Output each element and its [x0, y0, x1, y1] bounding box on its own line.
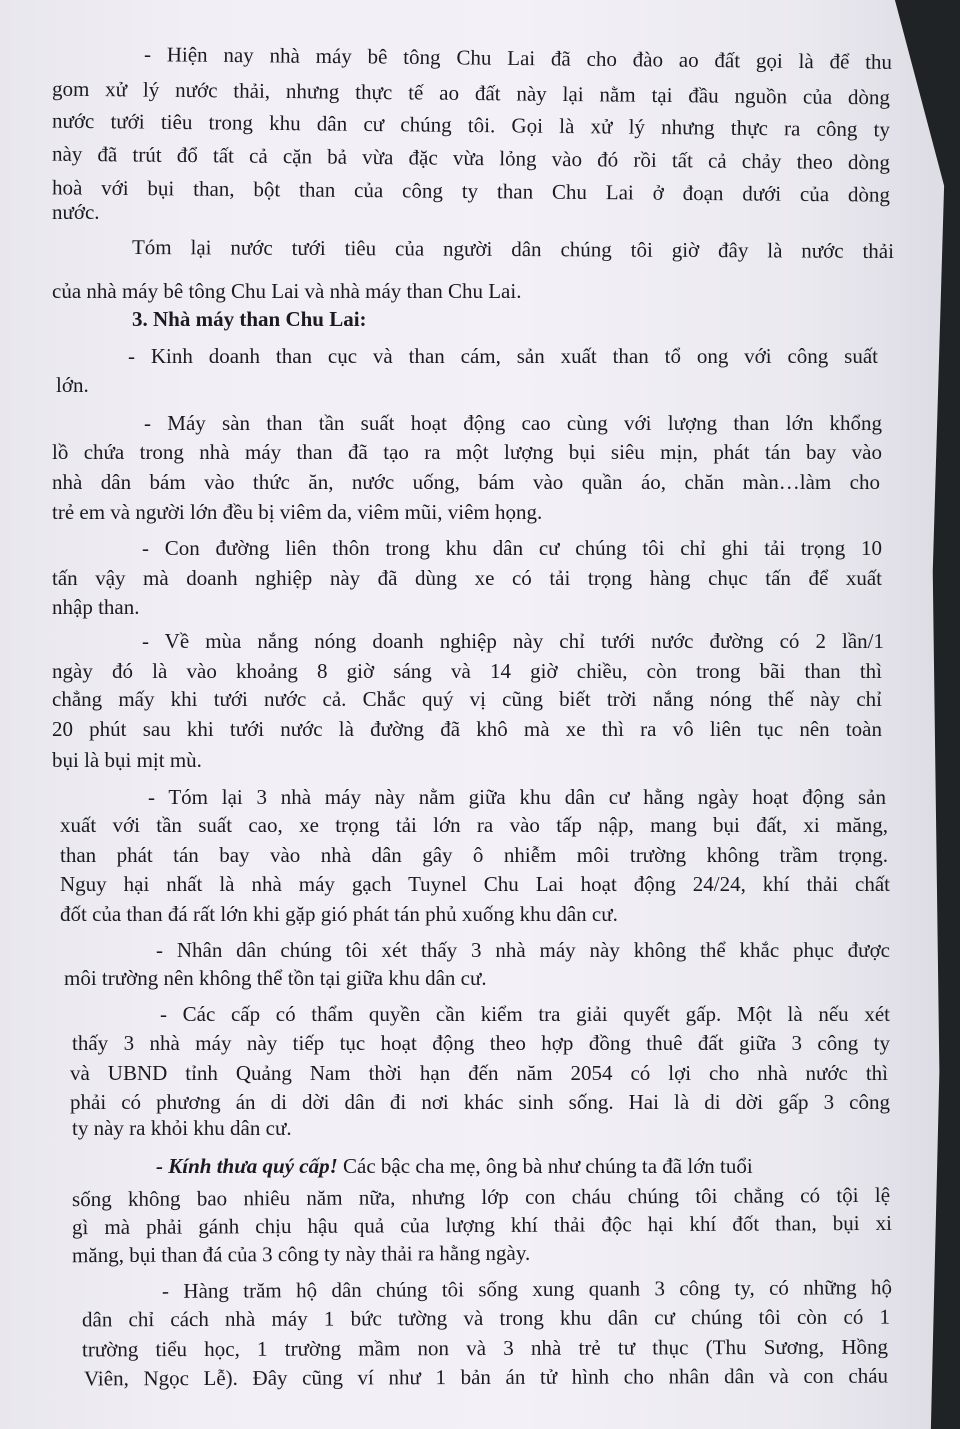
text-line-rest: Các bậc cha mẹ, ông bà như chúng ta đã lớn tuổi [337, 1154, 753, 1178]
text-line: tấn vậy mà doanh nghiệp này đã dùng xe có tải trọng hàng chục tấn để xuất [52, 566, 882, 590]
text-line: nhà dân bám vào thức ăn, nước uống, bám vào quần áo, chăn màn…làm cho [52, 470, 880, 494]
text-line: Tóm lại nước tưới tiêu của người dân chúng tôi giờ đây là nước thải [131, 235, 895, 263]
text-line: của nhà máy bê tông Chu Lai và nhà máy than Chu Lai. [52, 279, 522, 303]
text-line: gom xử lý nước thải, nhưng thực tế ao đất này lại nằm tại đầu nguồn của dòng [51, 76, 891, 110]
text-line: - Về mùa nắng nóng doanh nghiệp này chỉ tưới nước đường có 2 lần/1 [142, 629, 884, 653]
text-line: - Con đường liên thôn trong khu dân cư chúng tôi chỉ ghi tải trọng 10 [142, 536, 882, 560]
text-line: ty này ra khỏi khu dân cư. [72, 1116, 292, 1140]
text-line: nước. [52, 200, 100, 224]
text-line: - Hiện nay nhà máy bê tông Chu Lai đã cho đào ao đất gọi là để thu [143, 42, 893, 74]
text-line: xuất với tần suất cao, xe trọng tải lớn ra vào tấp nập, mang bụi đất, xi măng, [60, 813, 888, 837]
text-line [156, 1153, 960, 1179]
text-line: - Các cấp có thẩm quyền cần kiểm tra giải quyết gấp. Một là nếu xét [160, 1002, 890, 1026]
text-line: lồ chứa trong nhà máy than đã tạo ra một lượng bụi siêu mịn, phát tán bay vào [52, 440, 882, 464]
text-line: thấy 3 nhà máy này tiếp tục hoạt động theo hợp đồng thuê đất giữa 3 công ty [72, 1031, 890, 1055]
section-heading [132, 306, 960, 332]
text-line: môi trường nên không thể tồn tại giữa khu dân cư. [64, 966, 487, 990]
text-line: này đã trút đổ tất cả cặn bả vừa đặc vừa lỏng vào đó rồi tất cả chảy theo dòng [51, 141, 891, 175]
text-line: măng, bụi than đá của 3 công ty này thải ra hằng ngày. [71, 1240, 531, 1268]
text-line: 20 phút sau khi tưới nước là đường đã khô mà xe thì ra vô liên tục nên toàn [52, 717, 882, 741]
text-line: dân chỉ cách nhà máy 1 bức tường và trong khu dân cư chúng tôi còn có 1 [81, 1304, 891, 1332]
text-line: ngày đó là vào khoảng 8 giờ sáng và 14 giờ chiều, còn trong bãi than thì [52, 659, 882, 683]
text-line: bụi là bụi mịt mù. [52, 748, 202, 772]
text-line: và UBND tỉnh Quảng Nam thời hạn đến năm 2054 có lợi cho nhà nước thì [70, 1061, 888, 1085]
text-line: - Hàng trăm hộ dân chúng tôi sống xung quanh 3 công ty, có những hộ [161, 1275, 893, 1303]
text-line: nhập than. [52, 595, 140, 619]
text-line: chẳng mấy khi tưới nước cả. Chắc quý vị cũng biết trời nắng nóng thế này chỉ [52, 687, 882, 711]
text-line: Nguy hại nhất là nhà máy gạch Tuynel Chu Lai hoạt động 24/24, khí thải chất [60, 872, 890, 896]
text-line: phải có phương án di dời dân đi nơi khác sinh sống. Hai là di dời gấp 3 công [70, 1090, 890, 1114]
text-line: lớn. [56, 373, 89, 397]
text-line: - Kinh doanh than cục và than cám, sản xuất than tổ ong với công suất [128, 344, 878, 368]
text-line: trẻ em và người lớn đều bị viêm da, viêm mũi, viêm họng. [52, 500, 543, 524]
text-line: - Tóm lại 3 nhà máy này nằm giữa khu dân cư hằng ngày hoạt động sản [148, 785, 886, 809]
text-line: - Máy sàn than tần suất hoạt động cao cùng với lượng than lớn khổng [144, 411, 882, 435]
text-line: đốt của than đá rất lớn khi gặp gió phát tán phủ xuống khu dân cư. [60, 902, 618, 926]
text-line: Viên, Ngọc Lễ). Đây cũng ví như 1 bản án tử hình cho nhân dân và con cháu [83, 1363, 889, 1391]
text-line: than phát tán bay vào nhà dân gây ô nhiễm môi trường không trầm trọng. [60, 843, 888, 867]
text-line: gì mà phải gánh chịu hậu quả của lượng khí thải độc hại khí đốt than, bụi xi [71, 1210, 893, 1240]
text-line: nước tưới tiêu trong khu dân cư chúng tôi. Gọi là xử lý nhưng thực ra công ty [51, 108, 891, 142]
text-line: - Nhân dân chúng tôi xét thấy 3 nhà máy này không thể khắc phục được [156, 938, 890, 962]
section-heading-text: 3. Nhà máy than Chu Lai: [132, 307, 367, 331]
salutation-text: - Kính thưa quý cấp! [156, 1154, 338, 1178]
text-line: trường tiểu học, 1 trường mầm non và 3 nhà trẻ tư thục (Thu Sương, Hồng [81, 1334, 889, 1362]
text-line: hoà với bụi than, bột than của công ty than Chu Lai ở đoạn dưới của dòng [51, 175, 891, 207]
text-line: sống không bao nhiêu năm nữa, nhưng lớp con cháu chúng tôi chẳng có tội lệ [71, 1182, 891, 1212]
